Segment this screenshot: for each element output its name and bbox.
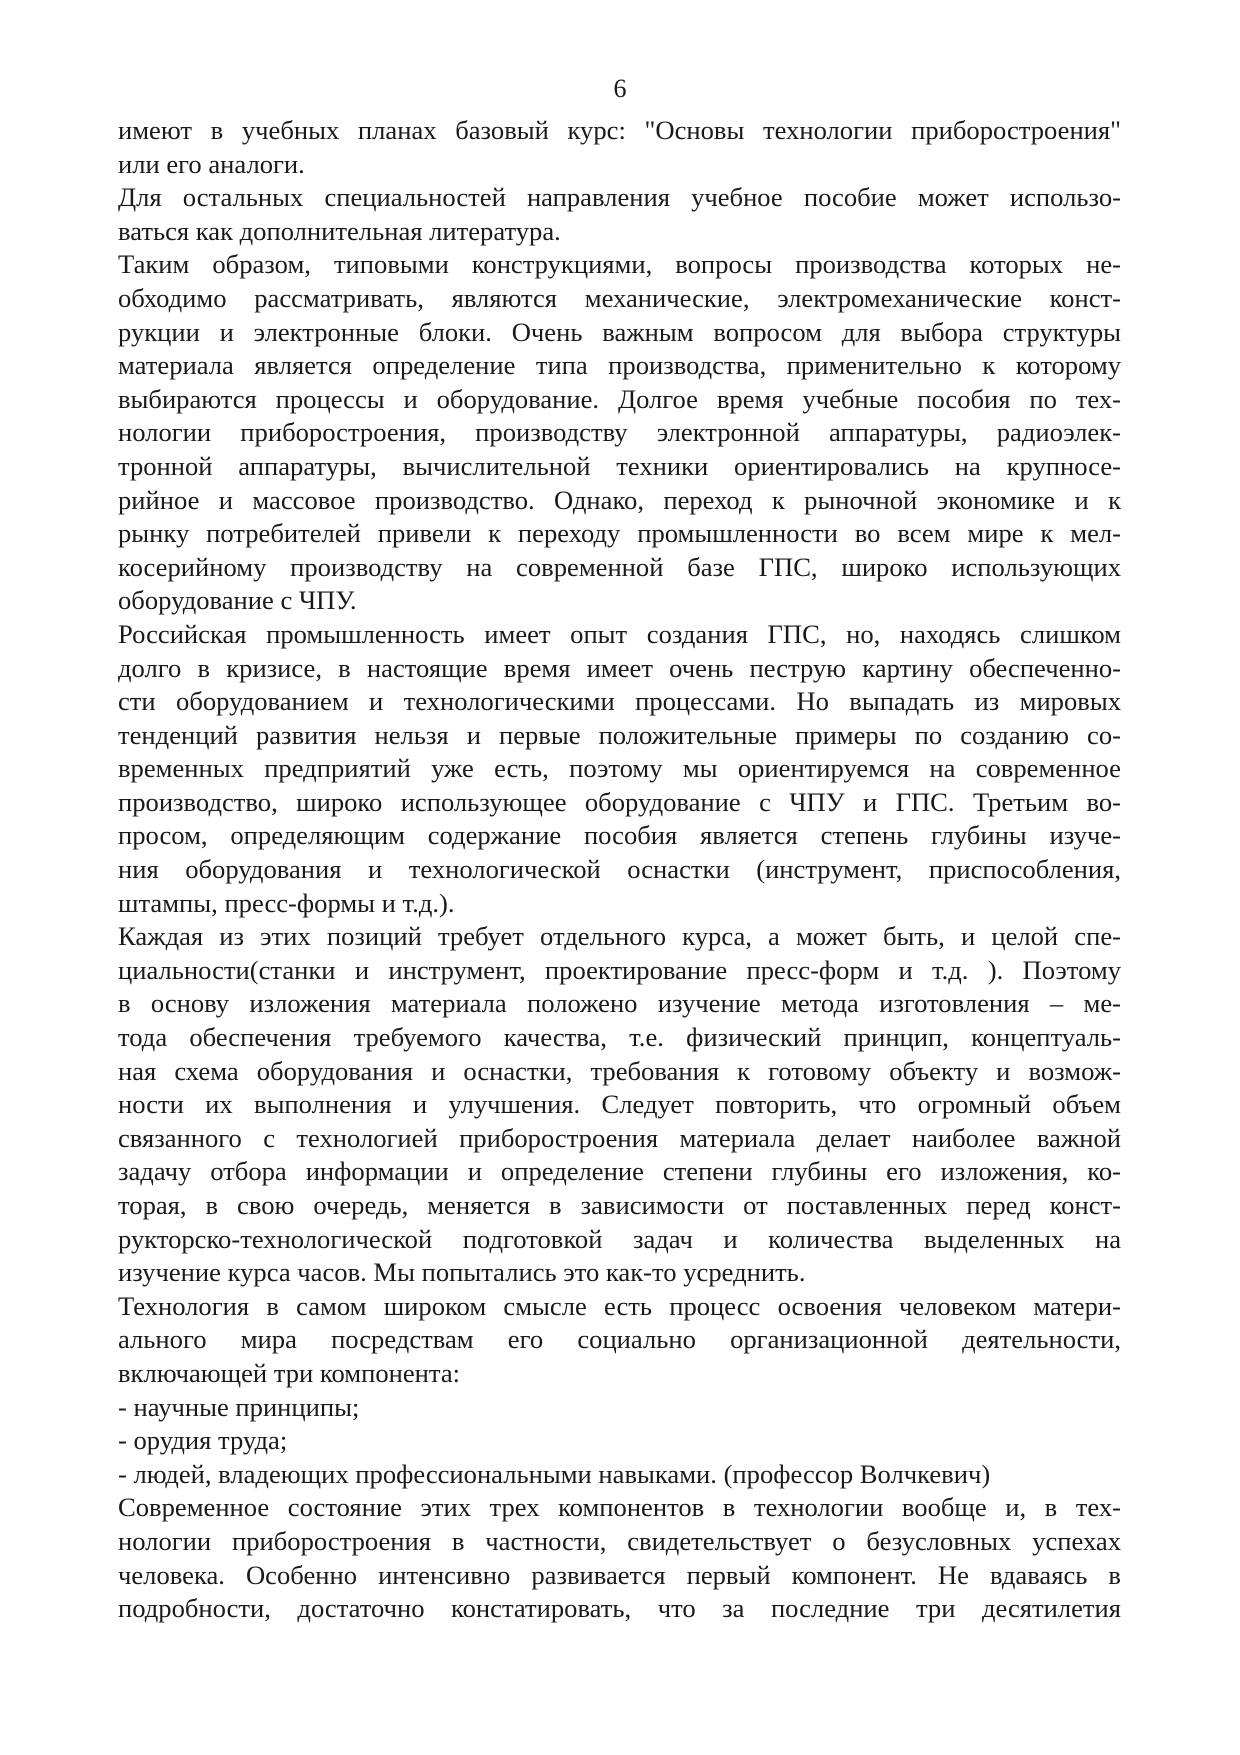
- text-line: имеют в учебных планах базовый курс: "Основы технологии приборостроения": [118, 115, 1121, 145]
- text-line: в основу изложения материала положено изучение метода изготовления – ме-: [118, 988, 1121, 1019]
- text-line: Каждая из этих позиций требует отдельного курса, а может быть, и целой спе-: [118, 921, 1121, 952]
- text-line: торая, в свою очередь, меняется в зависимости от поставленных перед конст-: [118, 1190, 1121, 1220]
- paragraph-6: [118, 1290, 1121, 1391]
- paragraph-7: [118, 1491, 1121, 1625]
- document-body: [118, 114, 1121, 1626]
- text-line: нологии приборостроения в частности, свидетельствует о безусловных успехах: [118, 1525, 1121, 1556]
- text-line: ваться как дополнительная литература.: [118, 215, 561, 246]
- text-line: косерийному производству на современной базе ГПС, широко использующих: [118, 551, 1121, 582]
- text-line: оборудование с ЧПУ.: [118, 585, 357, 616]
- text-line: связанного с технологией приборостроения материала делает наиболее важной: [118, 1122, 1121, 1153]
- text-line: Технология в самом широком смысле есть процесс освоения человеком матери-: [118, 1290, 1121, 1321]
- text-line: тронной аппаратуры, вычислительной техники ориентировались на крупносе-: [118, 450, 1121, 481]
- paragraph-4: [118, 618, 1121, 920]
- text-line: рийное и массовое производство. Однако, переход к рыночной экономике и к: [118, 484, 1121, 515]
- page-number: 6: [613, 74, 627, 103]
- paragraph-3: [118, 248, 1121, 618]
- text-line: сти оборудованием и технологическими процессами. Но выпадать из мировых: [118, 686, 1121, 717]
- paragraph-5: [118, 920, 1121, 1290]
- text-line: рукции и электронные блоки. Очень важным вопросом для выбора структуры: [118, 316, 1121, 347]
- text-line: ального мира посредствам его социально организационной деятельности,: [118, 1324, 1121, 1355]
- text-line: изучение курса часов. Мы попытались это как-то усреднить.: [118, 1257, 806, 1288]
- text-line: рукторско-технологической подготовкой задач и количества выделенных на: [118, 1223, 1121, 1254]
- text-line: выбираются процессы и оборудование. Долгое время учебные пособия по тех-: [118, 383, 1121, 414]
- list-item: - научные принципы;: [118, 1391, 360, 1422]
- text-line: просом, определяющим содержание пособия является степень глубины изуче-: [118, 820, 1121, 851]
- text-line: производство, широко использующее оборудование с ЧПУ и ГПС. Третьим во-: [118, 786, 1121, 817]
- text-line: задачу отбора информации и определение степени глубины его изложения, ко-: [118, 1156, 1121, 1187]
- paragraph-1: [118, 114, 1121, 181]
- text-line: ния оборудования и технологической оснастки (инструмент, приспособления,: [118, 854, 1121, 885]
- text-line: материала является определение типа производства, применительно к которому: [118, 350, 1121, 381]
- text-line: Таким образом, типовыми конструкциями, вопросы производства которых не-: [118, 249, 1121, 280]
- text-line: Российская промышленность имеет опыт создания ГПС, но, находясь слишком: [118, 618, 1121, 649]
- text-line: долго в кризисе, в настоящие время имеет очень пеструю картину обеспеченно-: [118, 652, 1121, 683]
- list-item: - людей, владеющих профессиональными навыками. (профессор Волчкевич): [118, 1458, 991, 1489]
- text-line: нологии приборостроения, производству электронной аппаратуры, радиоэлек-: [118, 417, 1121, 448]
- text-line: Современное состояние этих трех компонентов в технологии вообще и, в тех-: [118, 1492, 1121, 1523]
- text-line: тода обеспечения требуемого качества, т.е. физический принцип, концептуаль-: [118, 1022, 1121, 1053]
- text-line: обходимо рассматривать, являются механические, электромеханические конст-: [118, 282, 1121, 313]
- text-line: циальности(станки и инструмент, проектирование пресс-форм и т.д. ). Поэтому: [118, 954, 1121, 985]
- paragraph-2: [118, 181, 1121, 248]
- text-line: тенденций развития нельзя и первые положительные примеры по созданию со-: [118, 719, 1121, 750]
- text-line: человека. Особенно интенсивно развивается первый компонент. Не вдаваясь в: [118, 1559, 1121, 1590]
- text-line: Для остальных специальностей направления учебное пособие может использо-: [118, 182, 1121, 213]
- text-line: временных предприятий уже есть, поэтому мы ориентируемся на современное: [118, 753, 1121, 784]
- text-line: рынку потребителей привели к переходу промышленности во всем мире к мел-: [118, 518, 1121, 549]
- text-line: или его аналоги.: [118, 148, 305, 179]
- text-line: ная схема оборудования и оснастки, требования к готовому объекту и возмож-: [118, 1055, 1121, 1086]
- text-line: штампы, пресс-формы и т.д.).: [118, 887, 455, 918]
- list-item: - орудия труда;: [118, 1425, 288, 1456]
- text-line: включающей три компонента:: [118, 1357, 461, 1388]
- text-line: ности их выполнения и улучшения. Следует повторить, что огромный объем: [118, 1089, 1121, 1120]
- text-line: подробности, достаточно констатировать, что за последние три десятилетия: [118, 1593, 1121, 1624]
